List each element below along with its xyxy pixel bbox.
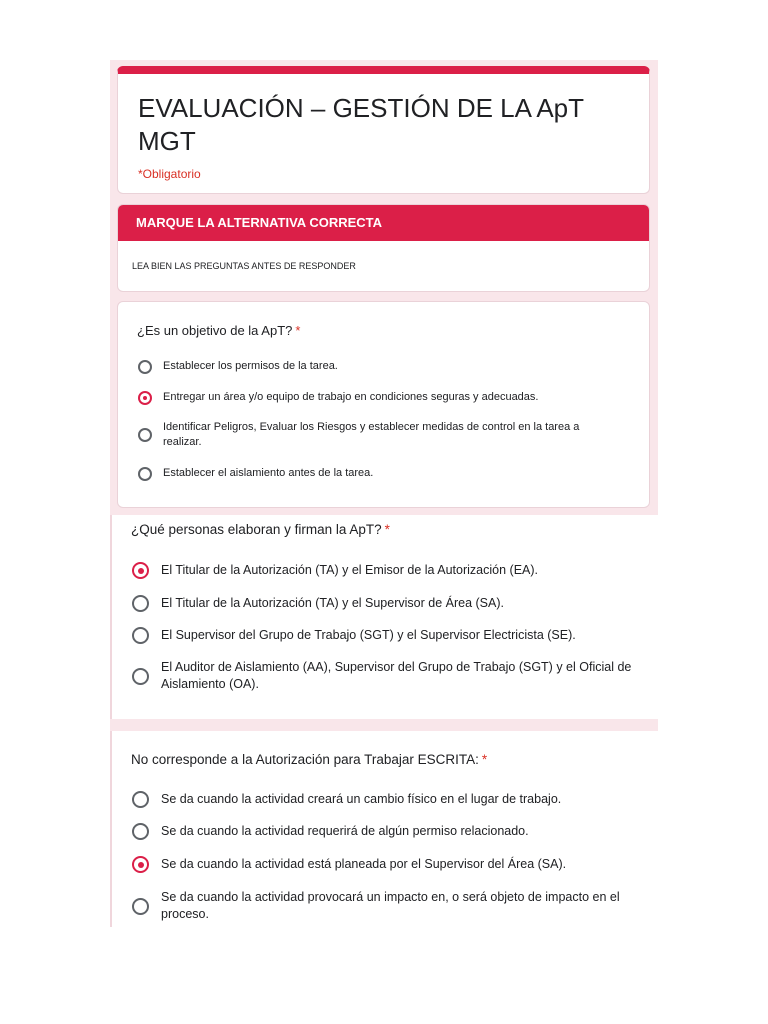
form-title (138, 92, 584, 158)
option-label (161, 659, 631, 693)
radio-button[interactable] (138, 360, 152, 374)
question-title-text: ¿Qué personas elaboran y firman la ApT? (131, 522, 382, 537)
option-label: El Supervisor del Grupo de Trabajo (SGT) y el Supervisor Electricista (SE). (161, 628, 576, 642)
section-header: MARQUE LA ALTERNATIVA CORRECTA (118, 205, 649, 241)
required-asterisk: * (384, 522, 390, 537)
radio-option[interactable] (132, 791, 561, 808)
radio-button[interactable] (132, 898, 149, 915)
radio-option[interactable] (132, 823, 529, 840)
required-asterisk: * (481, 752, 488, 767)
radio-button[interactable] (132, 627, 149, 644)
radio-option[interactable] (132, 856, 566, 873)
option-label: Se da cuando la actividad está planeada por el Supervisor del Área (SA). (161, 857, 567, 871)
question-title-text: ¿Es un objetivo de la ApT? (137, 323, 293, 338)
radio-option[interactable] (138, 390, 538, 405)
option-label-line2: Aislamiento (OA). (161, 677, 259, 691)
option-label-line1: Identificar Peligros, Evaluar los Riesgos y establecer medidas de control en la tarea a (163, 421, 580, 433)
radio-button[interactable] (132, 823, 149, 840)
option-label-line1: El Auditor de Aislamiento (AA), Supervisor del Grupo de Trabajo (SGT) y el Oficial de (161, 660, 632, 674)
radio-option[interactable] (132, 595, 504, 612)
radio-button[interactable] (138, 428, 152, 442)
required-asterisk: * (295, 323, 301, 338)
radio-option[interactable] (132, 562, 538, 579)
section-description: LEA BIEN LAS PREGUNTAS ANTES DE RESPONDER (132, 261, 356, 271)
question-title (137, 323, 300, 338)
option-label: El Titular de la Autorización (TA) y el Emisor de la Autorización (EA). (161, 563, 539, 577)
question-card-1 (117, 301, 650, 508)
option-label-line1: Se da cuando la actividad provocará un impacto en, o será objeto de impacto en el (161, 890, 620, 904)
radio-button[interactable] (132, 668, 149, 685)
question-title-text: No corresponde a la Autorización para Trabajar ESCRITA: (131, 752, 479, 767)
radio-option[interactable] (132, 627, 576, 644)
section-card (117, 204, 650, 292)
radio-button-selected[interactable] (138, 391, 152, 405)
card-separator (110, 719, 658, 731)
form-header-card (117, 66, 650, 194)
option-label: Establecer los permisos de la tarea. (163, 360, 338, 372)
question-title (131, 522, 390, 537)
radio-button-selected[interactable] (132, 562, 149, 579)
option-label (163, 420, 579, 450)
radio-option[interactable] (132, 889, 620, 923)
radio-button[interactable] (138, 467, 152, 481)
option-label: El Titular de la Autorización (TA) y el Supervisor de Área (SA). (161, 596, 504, 610)
radio-button[interactable] (132, 791, 149, 808)
card-edge (110, 731, 112, 927)
card-edge (110, 515, 112, 720)
form-title-line1: EVALUACIÓN – GESTIÓN DE LA ApT (138, 93, 584, 123)
radio-option[interactable] (138, 466, 373, 481)
radio-option[interactable] (132, 659, 631, 693)
option-label: Entregar un área y/o equipo de trabajo en condiciones seguras y adecuadas. (163, 391, 539, 403)
option-label: Establecer el aislamiento antes de la tarea. (163, 467, 374, 479)
question-title (131, 752, 487, 767)
radio-option[interactable] (138, 359, 338, 374)
option-label-line2: realizar. (163, 436, 202, 448)
required-note: *Obligatorio (138, 167, 201, 181)
radio-option[interactable] (138, 420, 579, 450)
option-label: Se da cuando la actividad creará un cambio físico en el lugar de trabajo. (161, 792, 562, 806)
form-title-line2: MGT (138, 126, 196, 156)
radio-button[interactable] (132, 595, 149, 612)
option-label (161, 889, 620, 923)
radio-button-selected[interactable] (132, 856, 149, 873)
option-label: Se da cuando la actividad requerirá de algún permiso relacionado. (161, 824, 529, 838)
option-label-line2: proceso. (161, 907, 209, 921)
